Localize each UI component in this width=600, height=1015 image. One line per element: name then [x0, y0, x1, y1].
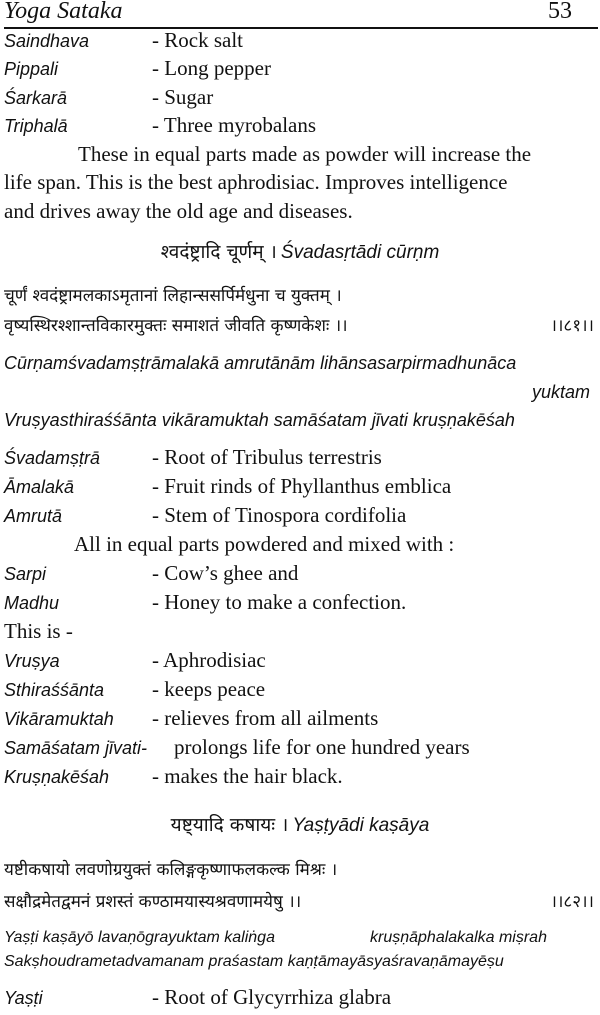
glossary-definition: - Rock salt	[152, 28, 243, 52]
verse-number: ।।८२।।	[550, 892, 594, 912]
heading-transliteration: Yaṣṭyādi kaṣāya	[292, 815, 430, 836]
running-header	[0, 0, 600, 28]
heading-devanagari: यष्ट्यादि कषायः ।	[170, 814, 289, 836]
glossary-row	[0, 113, 600, 143]
glossary-definition: - Long pepper	[152, 56, 271, 80]
transliteration-line: yuktam	[531, 382, 590, 402]
glossary-term: Sarpi	[4, 564, 47, 584]
glossary-term: Saindhava	[4, 31, 90, 51]
page-number: 53	[548, 0, 572, 24]
glossary-row	[0, 985, 600, 1015]
glossary-definition: - Sugar	[152, 85, 214, 109]
paragraph-line: life span. This is the best aphrodisiac. Improves intelligence	[4, 170, 508, 194]
glossary-term: Vikāramuktah	[4, 709, 114, 729]
paragraph-line: These in equal parts made as powder will increase the	[78, 142, 532, 166]
glossary-row	[0, 735, 600, 765]
transliteration-line: Yaṣṭi kaṣāyō lavaṇōgrayuktam kaliṅga kruṣṇāphalakalka miṣrah	[4, 929, 547, 946]
glossary-row	[0, 445, 600, 475]
heading-devanagari: श्वदंष्ट्रादि चूर्णम् ।	[160, 241, 277, 263]
transliteration-line: Cūrṇamśvadamṣṭrāmalakā amrutānām lihānsasarpirmadhunāca	[4, 353, 517, 373]
glossary-definition: - makes the hair black.	[152, 764, 343, 788]
paragraph-line: This is -	[4, 619, 73, 643]
glossary-term: Samāśatam jīvati-	[4, 738, 148, 758]
glossary-definition: - relieves from all ailments	[152, 706, 379, 730]
verse-number: ।।८१।।	[550, 316, 594, 336]
section-heading	[0, 811, 600, 841]
glossary-term: Triphalā	[4, 116, 68, 136]
heading-transliteration: Śvadasṛtādi cūrṇm	[280, 242, 440, 263]
verse-line: यष्टीकषायो लवणोग्रयुक्तं कलिङ्गकृष्णाफलकल्क मिश्रः ।	[4, 860, 338, 880]
transliteration-line: Sakṣhoudrametadvamanam praśastam kaṇṭāmayāsyaśravaṇāmayēṣu	[4, 953, 504, 970]
glossary-row	[0, 56, 600, 86]
glossary-term: Śvadamṣṭrā	[4, 448, 101, 468]
glossary-term: Amrutā	[4, 506, 63, 526]
glossary-term: Sthiraśśānta	[4, 680, 105, 700]
glossary-definition: - Aphrodisiac	[152, 648, 266, 672]
glossary-definition: - Honey to make a confection.	[152, 590, 407, 614]
paragraph-line: and drives away the old age and diseases.	[4, 199, 353, 223]
glossary-row	[0, 648, 600, 678]
glossary-definition: - Fruit rinds of Phyllanthus emblica	[152, 474, 452, 498]
glossary-row	[0, 85, 600, 115]
verse-line: चूर्णं श्वदंष्ट्रामलकाऽमृतानां लिहान्ससर्पिर्मधुना च युक्तम् ।	[4, 286, 342, 306]
glossary-term: Śarkarā	[4, 88, 68, 108]
transliteration-line: Vruṣyasthiraśśānta vikāramuktah samāśatam jīvati kruṣṇakēśah	[4, 410, 515, 430]
glossary-row	[0, 677, 600, 707]
glossary-row	[0, 503, 600, 533]
glossary-row	[0, 706, 600, 736]
glossary-definition: - Three myrobalans	[152, 113, 317, 137]
glossary-definition: prolongs life for one hundred years	[174, 735, 470, 759]
glossary-definition: - keeps peace	[152, 677, 266, 701]
glossary-term: Madhu	[4, 593, 60, 613]
glossary-definition: - Stem of Tinospora cordifolia	[152, 503, 407, 527]
glossary-term: Vruṣya	[4, 651, 60, 671]
verse-line: वृष्यस्थिरश्शान्तविकारमुक्तः समाशतं जीवति कृष्णकेशः ।। ।।८१।।	[0, 313, 600, 343]
book-title: Yoga Sataka	[4, 0, 123, 24]
paragraph-line: All in equal parts powdered and mixed with :	[74, 532, 455, 556]
glossary-term: Āmalakā	[4, 477, 75, 497]
glossary-term: Yaṣṭi	[4, 988, 43, 1008]
verse-line: सक्षौद्रमेतद्वमनं प्रशस्तं कण्ठामयास्यश्रवणामयेषु ।। ।।८२।।	[0, 889, 600, 919]
glossary-term: Kruṣṇakēśah	[4, 767, 110, 787]
glossary-row	[0, 561, 600, 591]
glossary-row	[0, 474, 600, 504]
glossary-term: Pippali	[4, 59, 59, 79]
glossary-row	[0, 764, 600, 794]
glossary-definition: - Cow’s ghee and	[152, 561, 299, 585]
glossary-definition: - Root of Glycyrrhiza glabra	[152, 985, 392, 1009]
glossary-row	[0, 28, 600, 58]
section-heading	[0, 238, 600, 268]
glossary-definition: - Root of Tribulus terrestris	[152, 445, 382, 469]
glossary-row	[0, 590, 600, 620]
